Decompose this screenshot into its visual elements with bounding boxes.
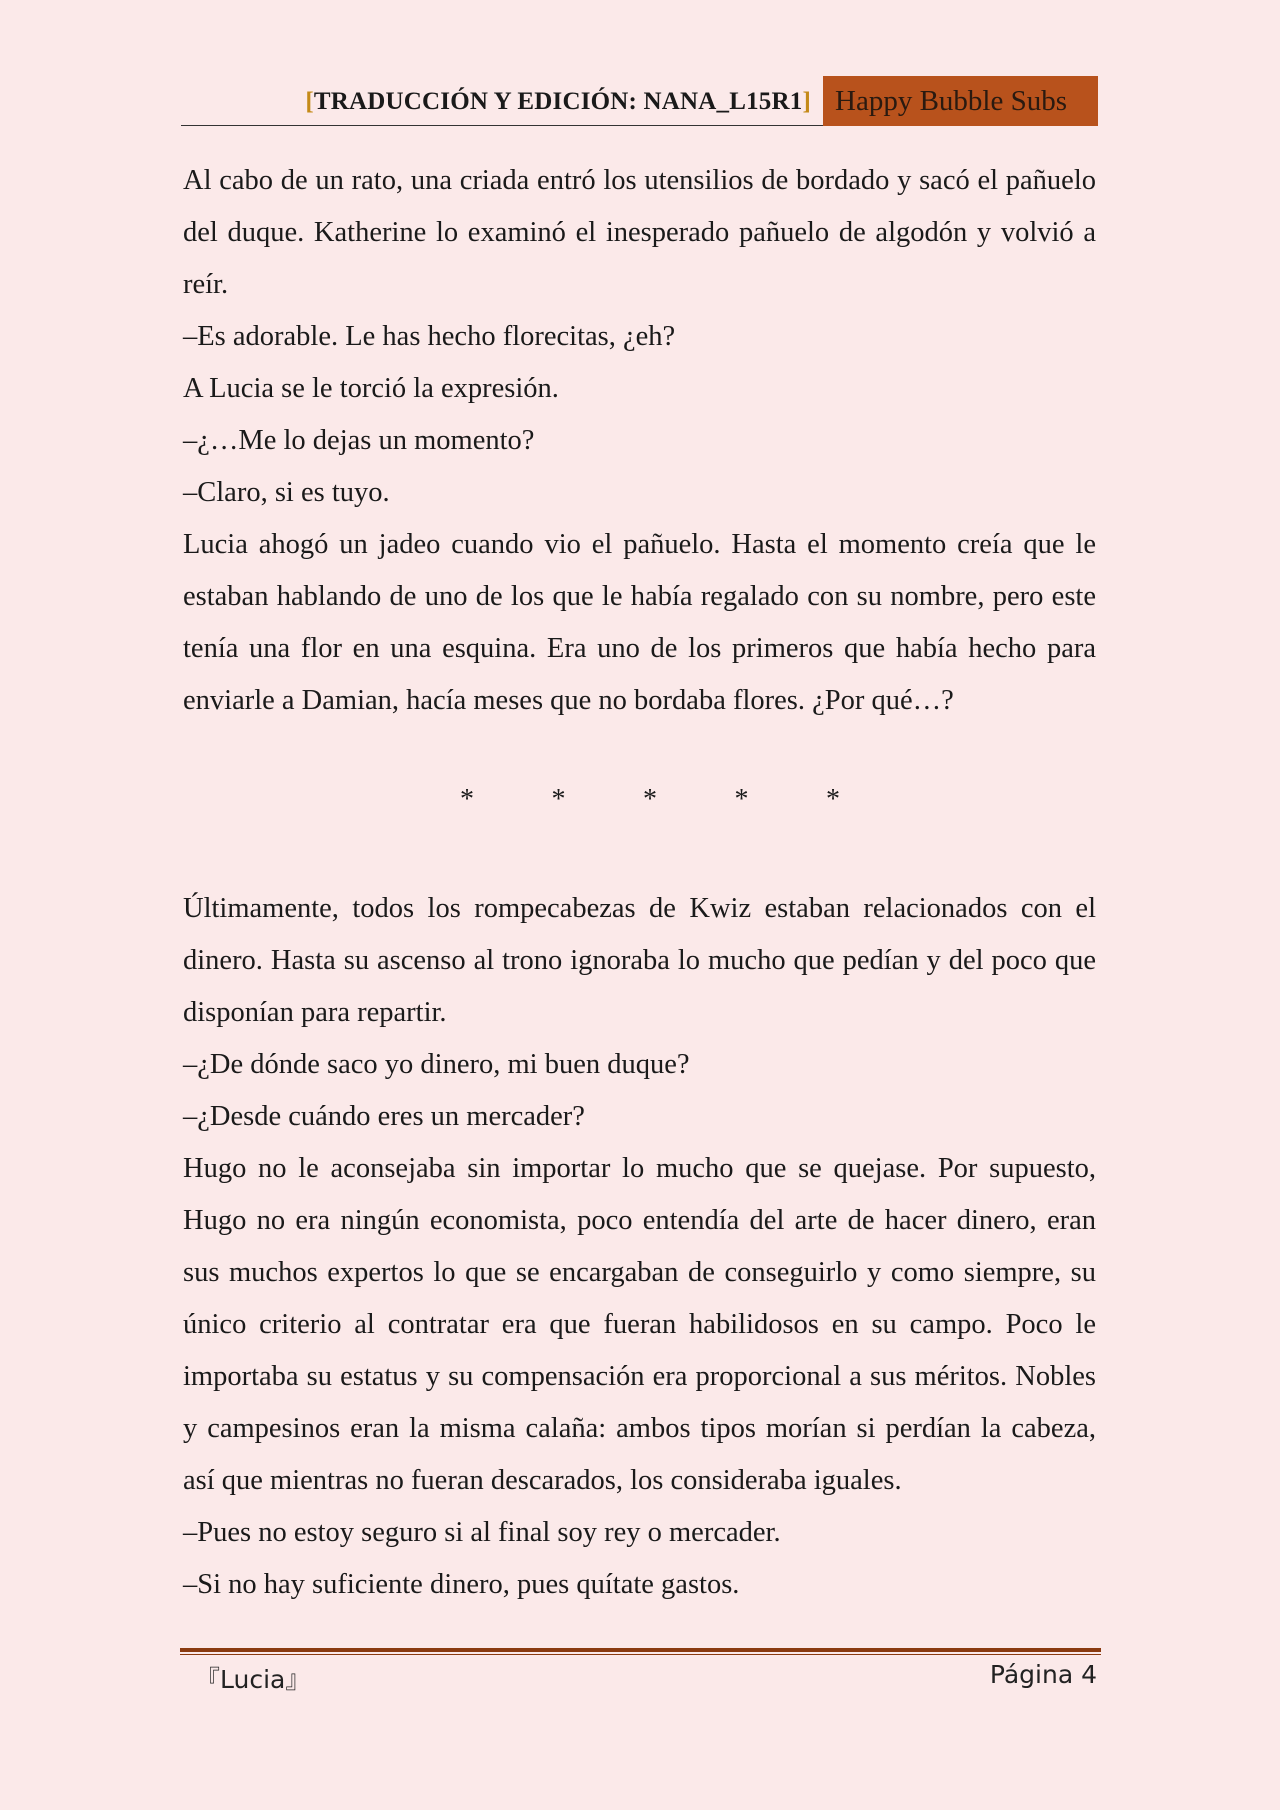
separator-asterisk: * (826, 784, 840, 815)
footer-book-title: 『Lucia』 (195, 1665, 311, 1694)
group-brand-label: Happy Bubble Subs (823, 76, 1098, 126)
paragraph: –¿…Me lo dejas un momento? (183, 425, 535, 456)
separator-asterisk: * (734, 784, 749, 815)
paragraph: Últimamente, todos los rompecabezas de Kwiz estaban relacionados con el dinero. Hasta su ascenso al trono ignoraba lo mucho que pedían y del poco que disponían para repartir. (183, 893, 1096, 1028)
paragraph: –Si no hay suficiente dinero, pues quítate gastos. (183, 1569, 740, 1600)
paragraph: –¿De dónde saco yo dinero, mi buen duque? (183, 1049, 690, 1080)
paragraph: –Claro, si es tuyo. (183, 477, 390, 508)
paragraph: –Pues no estoy seguro si al final soy rey o mercader. (183, 1517, 781, 1548)
section-1-text (183, 155, 1096, 727)
paragraph: Al cabo de un rato, una criada entró los utensilios de bordado y sacó el pañuelo del duque. Katherine lo examinó el inesperado pañuelo de algodón y volvió a reír. (183, 165, 1096, 300)
separator-asterisk: * (460, 784, 474, 815)
credit-close-bracket: ] (802, 88, 811, 115)
page-number: Página 4 (989, 1660, 1097, 1689)
paragraph: –¿Desde cuándo eres un mercader? (183, 1101, 585, 1132)
credit-open-bracket: [ (305, 88, 314, 115)
scene-separator (460, 780, 840, 820)
paragraph: Hugo no le aconsejaba sin importar lo mucho que se quejase. Por supuesto, Hugo no era ningún economista, poco entendía del arte de hacer dinero, eran sus muchos expertos lo que se encargaban de conseguirlo y como siempre, su único criterio al contratar era que fueran habilidosos en su campo. Poco le importaba su estatus y su compensación era proporcional a sus méritos. Nobles y campesinos eran la misma calaña: ambos tipos morían si perdían la cabeza, así que mientras no fueran descarados, los consideraba iguales. (183, 1153, 1096, 1496)
page-header (181, 76, 1098, 126)
separator-asterisk: * (551, 784, 566, 815)
section-2-text (183, 883, 1096, 1611)
paragraph: A Lucia se le torció la expresión. (183, 373, 559, 404)
credit-text: TRADUCCIÓN Y EDICIÓN: NANA_L15R1 (313, 88, 803, 115)
footer-divider (180, 1648, 1101, 1655)
separator-asterisk: * (643, 784, 657, 815)
paragraph: Lucia ahogó un jadeo cuando vio el pañuelo. Hasta el momento creía que le estaban hablando de uno de los que le había regalado con su nombre, pero este tenía una flor en una esquina. Era uno de los primeros que había hecho para enviarle a Damian, hacía meses que no bordaba flores. ¿Por qué…? (183, 529, 1096, 716)
paragraph: –Es adorable. Le has hecho florecitas, ¿eh? (183, 321, 676, 352)
translation-credit (305, 88, 811, 116)
